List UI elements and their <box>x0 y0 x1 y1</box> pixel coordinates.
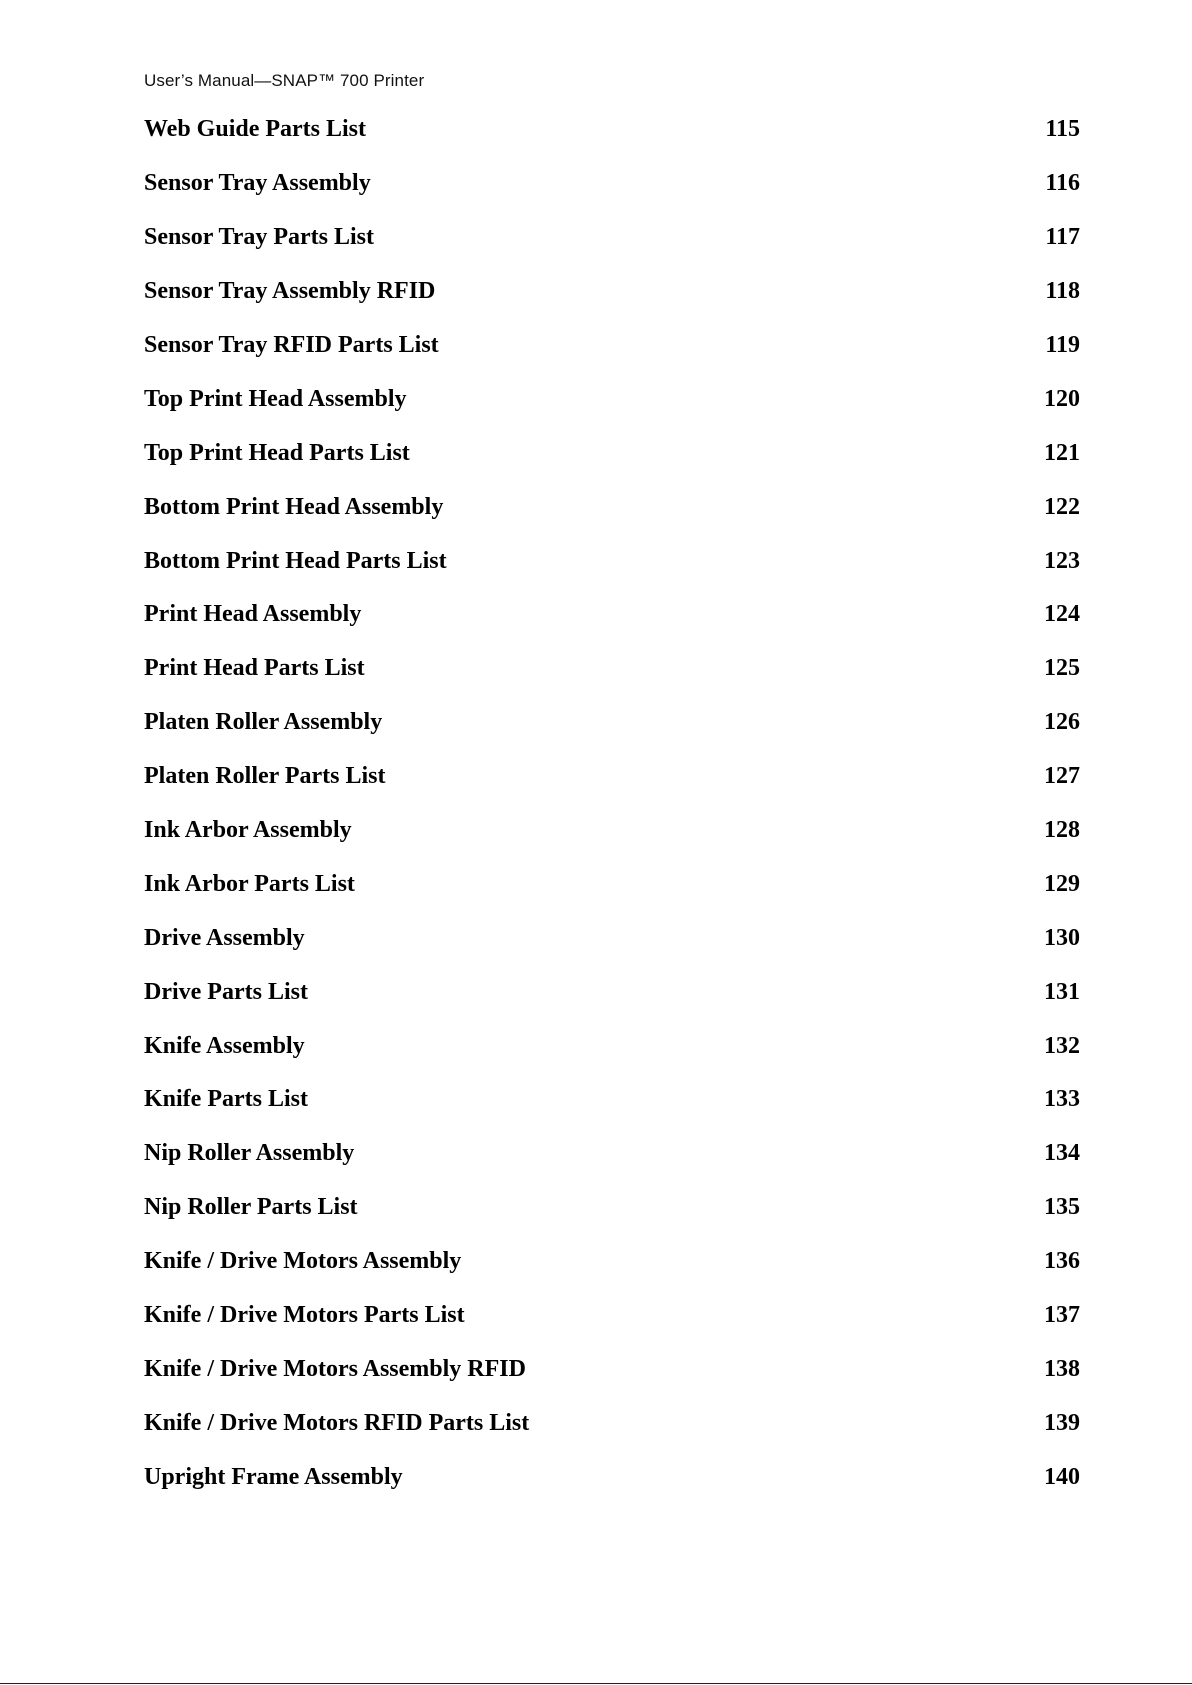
toc-entry-title: Print Head Parts List <box>144 655 365 682</box>
toc-entry-page-number: 131 <box>1044 978 1080 1005</box>
toc-entry-title: Platen Roller Parts List <box>144 763 386 790</box>
toc-entry[interactable] <box>144 804 1080 858</box>
toc-entry-title: Knife / Drive Motors Parts List <box>144 1302 465 1329</box>
toc-entry[interactable] <box>144 103 1080 157</box>
toc-entry-page-number: 130 <box>1044 924 1080 951</box>
toc-entry-page-number: 115 <box>1045 116 1080 143</box>
toc-entry-title: Sensor Tray Assembly RFID <box>144 278 436 305</box>
toc-entry-page-number: 126 <box>1044 709 1080 736</box>
toc-entry[interactable] <box>144 426 1080 480</box>
toc-entry[interactable] <box>144 1073 1080 1127</box>
toc-entry-title: Sensor Tray Assembly <box>144 170 371 197</box>
toc-entry-title: Knife Assembly <box>144 1032 305 1059</box>
toc-entry-page-number: 128 <box>1044 817 1080 844</box>
toc-entry[interactable] <box>144 265 1080 319</box>
toc-entry-title: Knife / Drive Motors Assembly <box>144 1248 462 1275</box>
toc-entry-page-number: 122 <box>1044 493 1080 520</box>
toc-entry-page-number: 121 <box>1044 439 1080 466</box>
toc-entry[interactable] <box>144 588 1080 642</box>
toc-entry[interactable] <box>144 1342 1080 1396</box>
toc-entry-page-number: 133 <box>1044 1086 1080 1113</box>
toc-entry-page-number: 120 <box>1044 385 1080 412</box>
toc-entry-title: Ink Arbor Parts List <box>144 870 355 897</box>
toc-entry-page-number: 139 <box>1044 1409 1080 1436</box>
toc-entry-title: Drive Assembly <box>144 924 305 951</box>
toc-entry[interactable] <box>144 372 1080 426</box>
toc-entry[interactable] <box>144 534 1080 588</box>
toc-entry-title: Upright Frame Assembly <box>144 1463 403 1490</box>
toc-entry[interactable] <box>144 1450 1080 1504</box>
toc-entry-page-number: 119 <box>1045 332 1080 358</box>
toc-entry-page-number: 116 <box>1045 170 1080 197</box>
toc-entry-page-number: 138 <box>1044 1355 1080 1382</box>
toc-entry[interactable] <box>144 1181 1080 1235</box>
toc-entry-title: Knife / Drive Motors RFID Parts List <box>144 1409 530 1436</box>
toc-entry[interactable] <box>144 1019 1080 1073</box>
toc-entry-title: Bottom Print Head Assembly <box>144 493 444 520</box>
toc-entry-page-number: 137 <box>1044 1302 1080 1329</box>
toc-entry[interactable] <box>144 319 1080 373</box>
toc-entry[interactable] <box>144 480 1080 534</box>
toc-entry-page-number: 125 <box>1044 655 1080 682</box>
toc-entry-page-number: 118 <box>1045 278 1080 305</box>
toc-entry-page-number: 132 <box>1044 1032 1080 1059</box>
toc-entry-title: Nip Roller Assembly <box>144 1140 355 1167</box>
toc-entry-title: Top Print Head Parts List <box>144 439 410 466</box>
toc-entry-title: Knife Parts List <box>144 1086 308 1113</box>
toc-entry[interactable] <box>144 157 1080 211</box>
toc-entry-title: Drive Parts List <box>144 978 308 1005</box>
toc-entry[interactable] <box>144 1289 1080 1343</box>
toc-entry[interactable] <box>144 1396 1080 1450</box>
toc-entry[interactable] <box>144 642 1080 696</box>
toc-entry-title: Ink Arbor Assembly <box>144 817 352 844</box>
toc-entry-page-number: 127 <box>1044 763 1080 790</box>
toc-entry-title: Top Print Head Assembly <box>144 385 407 412</box>
toc-entry-title: Knife / Drive Motors Assembly RFID <box>144 1355 526 1382</box>
toc-entry[interactable] <box>144 1127 1080 1181</box>
toc-entry-title: Platen Roller Assembly <box>144 709 383 736</box>
toc-entry[interactable] <box>144 750 1080 804</box>
toc-entry-title: Sensor Tray RFID Parts List <box>144 332 439 358</box>
toc-entry[interactable] <box>144 965 1080 1019</box>
running-header: User’s Manual—SNAP™ 700 Printer <box>144 71 425 90</box>
toc-entry-title: Web Guide Parts List <box>144 116 367 143</box>
toc-entry-page-number: 134 <box>1044 1140 1080 1167</box>
toc-entry-title: Sensor Tray Parts List <box>144 224 375 251</box>
toc-entry-title: Nip Roller Parts List <box>144 1194 358 1221</box>
toc-entry[interactable] <box>144 696 1080 750</box>
toc-entry-page-number: 140 <box>1044 1463 1080 1490</box>
toc-entry-page-number: 123 <box>1044 547 1080 574</box>
toc-entry-page-number: 117 <box>1045 224 1080 251</box>
toc-entry-page-number: 129 <box>1044 870 1080 897</box>
toc-entry-title: Print Head Assembly <box>144 601 362 628</box>
page-bottom-rule <box>0 1683 1192 1684</box>
toc-entry-page-number: 124 <box>1044 601 1080 628</box>
toc-entry-title: Bottom Print Head Parts List <box>144 547 447 574</box>
toc-entry-page-number: 135 <box>1044 1194 1080 1221</box>
toc-entry[interactable] <box>144 911 1080 965</box>
toc-entry[interactable] <box>144 1235 1080 1289</box>
toc-entry[interactable] <box>144 857 1080 911</box>
table-of-contents <box>144 103 1080 1504</box>
toc-entry[interactable] <box>144 211 1080 265</box>
toc-entry-page-number: 136 <box>1044 1248 1080 1275</box>
